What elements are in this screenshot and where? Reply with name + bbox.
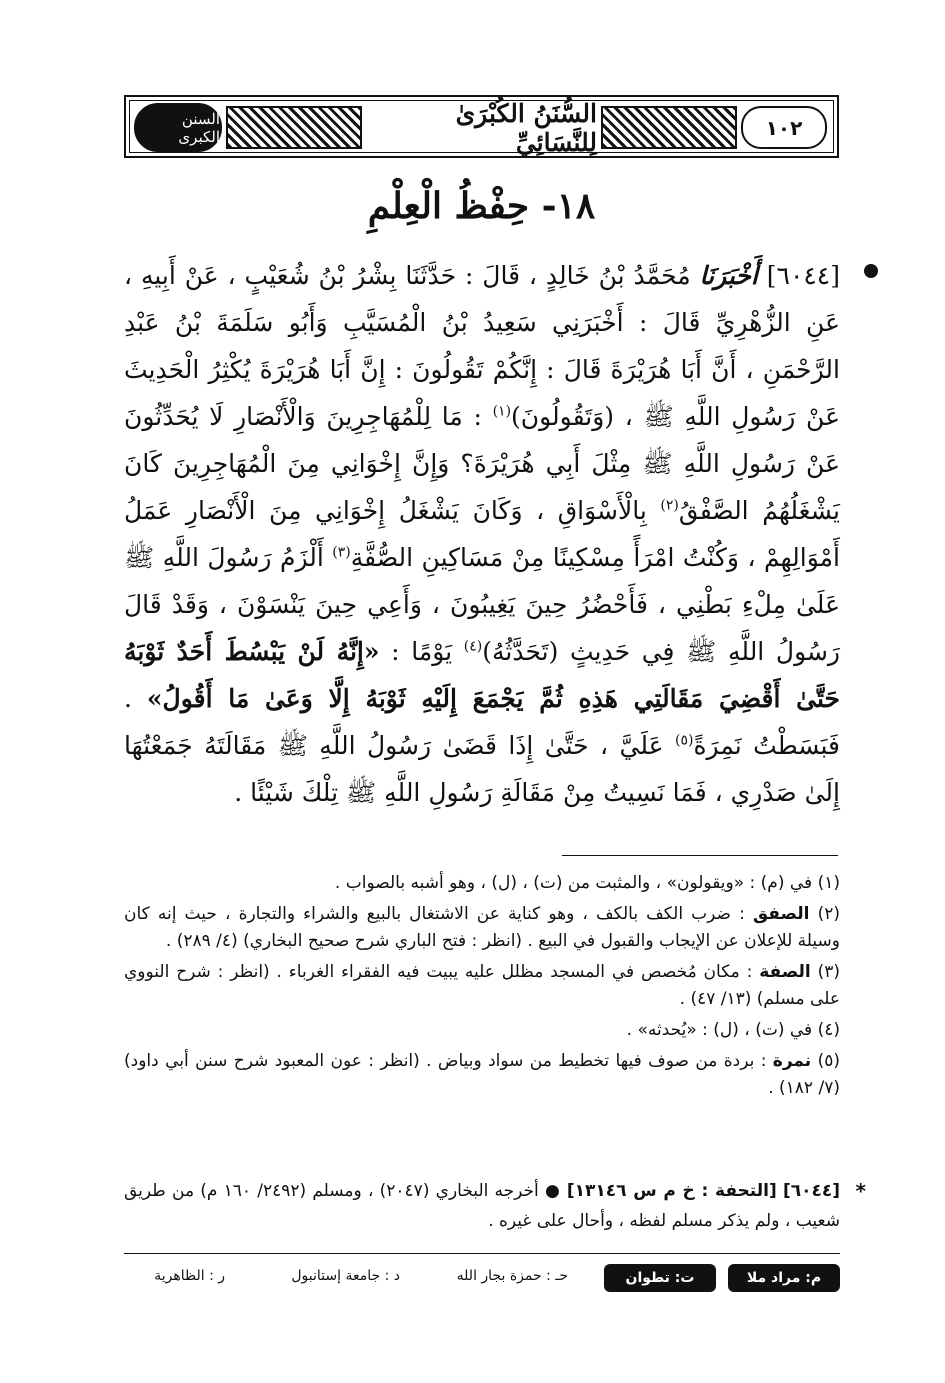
hadith-text [124,252,840,816]
hadith-part-5: يَوْمًا : [379,637,464,666]
footnote-ref-2: (٢) [660,497,679,514]
footnote-term: نمرة [772,1051,812,1071]
footnote-3 [124,959,840,1013]
footnote-number: (٤) [817,1020,840,1040]
hadith-part-2: : مَا لِلْمُهَاجِرِينَ وَالْأَنْصَارِ لَا يُحَدِّثُونَ عَنْ رَسُولِ اللَّهِ ﷺ مِثْلَ أَبِي هُرَيْرَةَ؟ وَإِنَّ إِخْوَانِي مِنَ الْمُهَاجِرِينَ كَانَ يَشْغَلُهُمُ الصَّفْقُ [124,402,840,525]
source-zahiriyya: ر : الظاهرية [154,1268,225,1284]
hadith-part-1: مُحَمَّدُ بْنُ خَالِدٍ ، قَالَ : حَدَّثَنَا بِشْرُ بْنُ شُعَيْبٍ ، عَنْ أَبِيهِ ، عَنِ الزُّهْرِيِّ قَالَ : أَخْبَرَنِي سَعِيدُ بْنُ الْمُسَيَّبِ وَأَبُو سَلَمَةَ بْنُ عَبْدِ الرَّحْمَنِ ، أَنَّ أَبَا هُرَيْرَةَ قَالَ : إِنَّكُمْ تَقُولُونَ : إِنَّ أَبَا هُرَيْرَةَ يُكْثِرُ الْحَدِيثَ عَنْ رَسُولِ اللَّهِ ﷺ ، (وَتَقُولُونَ) [124,261,840,431]
footnote-ref-3: (٣) [332,544,351,561]
bottom-separator [124,1253,840,1254]
hadith-part-7: عَلَيَّ ، حَتَّىٰ إِذَا قَضَىٰ رَسُولُ اللَّهِ ﷺ مَقَالَتَهُ جَمَعْتُهَا إِلَىٰ صَدْرِي ، فَمَا نَسِيتُ مِنْ مَقَالَةِ رَسُولِ اللَّهِ ﷺ تِلْكَ شَيْئًا . [124,731,840,807]
footnote-ref-1: (١) [492,403,512,420]
footnote-ref-4: (٤) [463,638,483,655]
hadith-number: [٦٠٤٤] [766,261,840,290]
footnote-2 [124,901,840,955]
hadith-part-6: . فَبَسَطْتُ نَمِرَةً [124,684,841,760]
footnote-term: الصفق [752,904,810,924]
footnote-text: : بردة من صوف فيها تخطيط من سواد وبياض . (انظر : عون المعبود شرح سنن أبي داود) (٧/ ١٨٢) . [124,1051,840,1098]
prophet-quote: «إِنَّهُ لَنْ يَبْسُطَ أَحَدٌ ثَوْبَهُ حَتَّىٰ أَقْضِيَ مَقَالَتِي هَذِهِ ثُمَّ يَجْمَعَ إِلَيْهِ ثَوْبَهُ إِلَّا وَعَىٰ مَا أَقُولُ» [124,637,840,713]
footnote-text: في (م) : «ويقولون» ، والمثبت من (ت) ، (ل) ، وهو أشبه بالصواب . [334,873,813,893]
footnote-number: (٣) [817,962,840,982]
tuhfa-reference: [التحفة : خ م س ١٣١٤٦] [566,1181,777,1201]
footnote-number: (١) [817,873,840,893]
footnote-5 [124,1048,840,1102]
source-murad-molla: م: مراد ملا [728,1264,840,1292]
footnote-number: (٢) [817,904,840,924]
footnote-text: : مكان مُخصص في المسجد مظلل عليه يبيت فيه الفقراء الغرباء . (انظر : شرح النووي على مسلم) (١٣/ ٤٧) . [124,962,840,1009]
footnote-term: الصفة [759,962,811,982]
source-istanbul: د : جامعة إستانبول [291,1268,400,1284]
source-tetouan: ت: تطوان [604,1264,716,1292]
manuscript-sources [124,1262,840,1292]
takhrij-text: ● أخرجه البخاري (٢٠٤٧) ، ومسلم (٢٤٩٢/ ١٦٠ م) من طريق شعيب ، ولم يذكر مسلم لفظه ، وأحال على غيره . [124,1181,840,1231]
takhrij-number: [٦٠٤٤] [782,1181,841,1201]
footnote-4 [124,1017,840,1044]
footnote-number: (٥) [817,1051,840,1071]
takhrij-note [124,1176,866,1236]
ornament-left [226,106,362,149]
ornament-right [601,106,737,149]
footnote-separator [562,855,838,856]
footnote-1 [124,870,840,897]
hadith-part-3: بِالْأَسْوَاقِ ، وَكَانَ يَشْغَلُ إِخْوَانِي مِنَ الْأَنْصَارِ عَمَلُ أَمْوَالِهِمْ ، وَكُنْتُ امْرَأً مِسْكِينًا مِنْ مَسَاكِينِ الصُّفَّةِ [124,496,840,572]
footnote-text: : ضرب الكف بالكف ، وهو كناية عن الاشتغال بالبيع والشراء والتجارة ، حيث إنه كان وسيلة للإعلان عن الإيجاب والقبول في البيع . (انظر : فتح الباري شرح صحيح البخاري) (٤/ ٢٨٩) . [124,904,840,951]
footnotes [124,870,840,1106]
footnote-ref-5: (٥) [674,732,694,749]
book-emblem-logo: السنن الكبرى [134,103,222,152]
page-number: ١٠٢ [741,106,827,149]
footnote-text: في (ت) ، (ل) : «يُحدثه» . [626,1020,813,1040]
hadith-akhbarana: أَخْبَرَنَا [699,261,758,290]
source-hamza: حـ : حمزة بجار الله [456,1268,568,1284]
book-title: السُّنَنُ الكُبْرَىٰ لِلنَّسَائِيِّ [366,103,597,152]
bullet-icon [864,264,878,278]
page-header [124,95,839,158]
star-icon: * [855,1179,866,1203]
hadith-part-4: أَلْزَمُ رَسُولَ اللَّهِ ﷺ عَلَىٰ مِلْءِ بَطْنِي ، فَأَحْضُرُ حِينَ يَغِيبُونَ ، وَأَعِي حِينَ يَنْسَوْنَ ، وَقَدْ قَالَ رَسُولُ اللَّهِ ﷺ فِي حَدِيثٍ (تَحَدَّثُهُ) [124,543,841,666]
chapter-title: ١٨- حِفْظُ الْعِلْمِ [367,185,596,227]
